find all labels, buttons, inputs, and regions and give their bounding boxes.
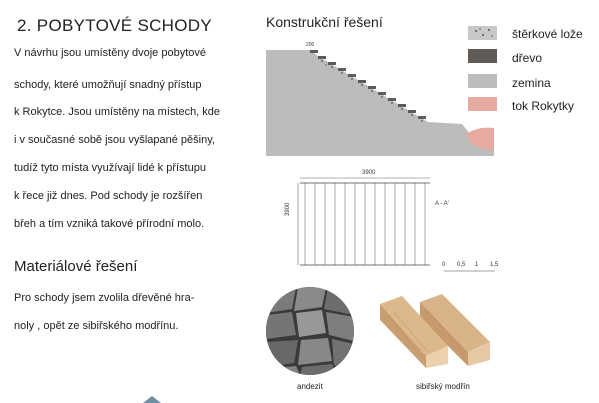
legend-label: tok Rokytky — [512, 99, 575, 113]
paragraph-line: břeh a tím vzniká takové přírodní molo. — [14, 218, 205, 230]
andesite-stone-image — [266, 287, 354, 375]
plan-top-dimension: 3900 — [362, 170, 376, 176]
paragraph-line: i v současné sobě jsou vyšlapané pěšiny, — [14, 134, 215, 146]
scale-label: 1 — [475, 262, 479, 268]
image-caption: andezit — [297, 382, 323, 391]
corner-mark-icon — [143, 396, 161, 403]
scale-label: 0 — [442, 262, 446, 268]
section-title: Konstrukční řešení — [266, 14, 383, 30]
image-caption: sibiřský modřín — [416, 382, 470, 391]
section-mark-label: A - A' — [435, 201, 449, 207]
legend-label: zemina — [512, 76, 551, 90]
section-top-label: 200 — [306, 42, 315, 48]
page-heading: 2. POBYTOVÉ SCHODY — [17, 16, 212, 35]
larch-timber-image — [372, 290, 494, 368]
scale-label: 0,5 — [457, 262, 466, 268]
paragraph-line: tudíž tyto místa využívají lidé k přístupu — [14, 162, 206, 174]
legend-label: dřevo — [512, 51, 543, 65]
material-line: noly , opět ze sibiřského modřínu. — [14, 320, 179, 332]
legend-label: štěrkové lože — [512, 27, 583, 41]
paragraph-line: V návrhu jsou umístěny dvoje pobytové — [14, 47, 207, 59]
paragraph-line: k Rokytce. Jsou umístěny na místech, kde — [14, 106, 221, 118]
scale-label: 1,5 — [490, 262, 499, 268]
plan-grid-drawing — [295, 175, 435, 275]
material-line: Pro schody jsem zvolila dřevěné hra- — [14, 292, 195, 304]
paragraph-line: k řece již dnes. Pod schody je rozšířen — [14, 190, 203, 202]
scale-bar — [442, 268, 497, 273]
plan-side-dimension: 3900 — [285, 202, 291, 216]
material-heading: Materiálové řešení — [14, 258, 138, 275]
paragraph-line: schody, které umožňují snadný přístup — [14, 79, 202, 91]
stairs-section-drawing — [266, 38, 494, 156]
